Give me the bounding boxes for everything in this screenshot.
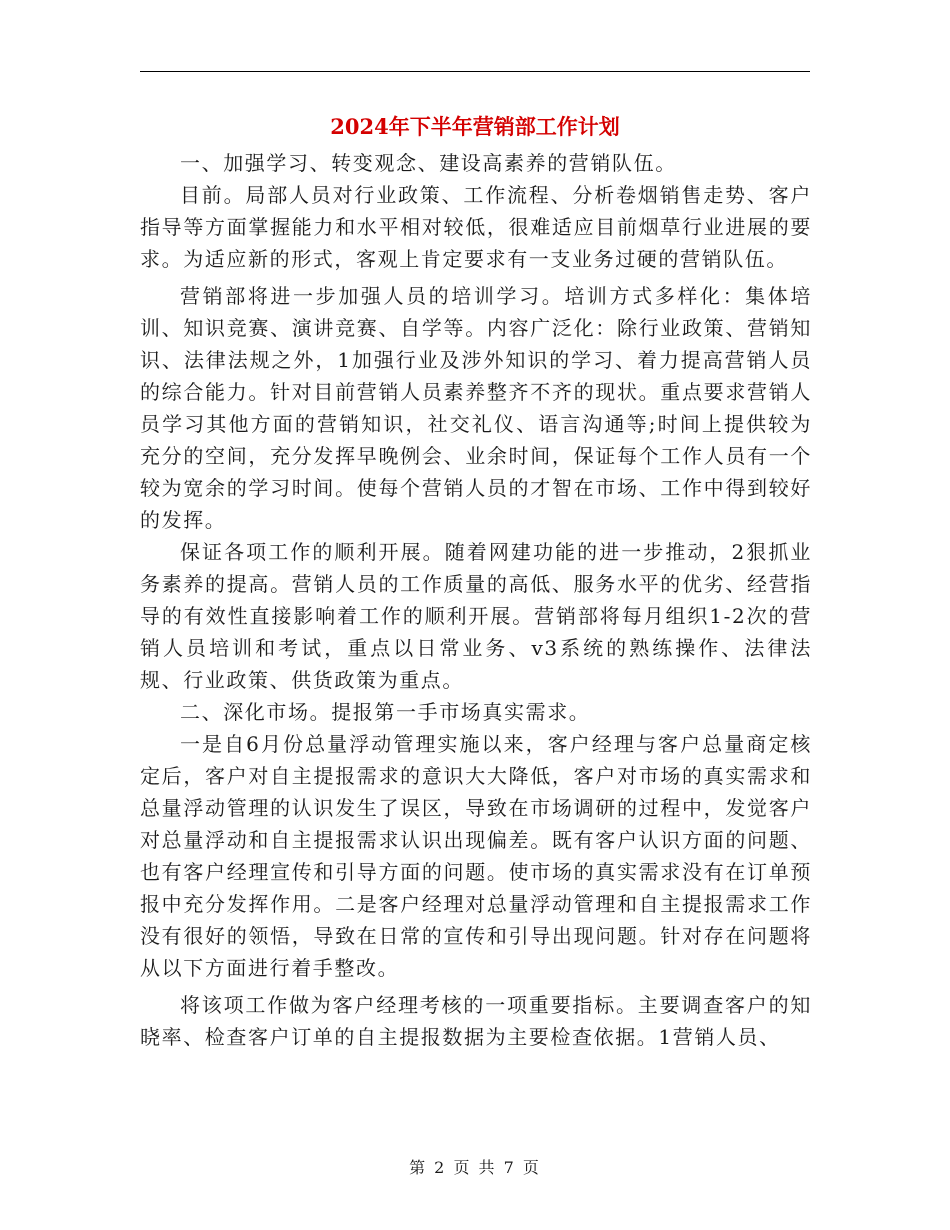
header-rule xyxy=(140,71,810,72)
section-heading-1: 一、加强学习、转变观念、建设高素养的营销队伍。 xyxy=(180,151,677,175)
document-body xyxy=(140,147,812,1053)
paragraph-work-assurance: 保证各项工作的顺利开展。随着网建功能的进一步推动，2狠抓业务素养的提高。营销人员的工作质量的高低、服务水平的优劣、经营指导的有效性直接影响着工作的顺利开展。营销部将每月组织1-2次的营销人员培训和考试，重点以日常业务、v3系统的熟练操作、法律法规、行业政策、供货政策为重点。 xyxy=(140,540,812,692)
section-heading-2: 二、深化市场。提报第一手市场真实需求。 xyxy=(180,700,591,724)
paragraph-assessment: 将该项工作做为客户经理考核的一项重要指标。主要调查客户的知晓率、检查客户订单的自主提报数据为主要检查依据。1营销人员、 xyxy=(140,993,812,1049)
paragraph-current-situation: 目前。局部人员对行业政策、工作流程、分析卷烟销售走势、客户指导等方面掌握能力和水平相对较低，很难适应目前烟草行业进展的要求。为适应新的形式，客观上肯定要求有一支业务过硬的营销队伍。 xyxy=(140,183,812,271)
document-title: 2024年下半年营销部工作计划 xyxy=(330,114,620,139)
paragraph-market-demand: 一是自6月份总量浮动管理实施以来，客户经理与客户总量商定核定后，客户对自主提报需求的意识大大降低，客户对市场的真实需求和总量浮动管理的认识发生了误区，导致在市场调研的过程中，发觉客户对总量浮动和自主提报需求认识出现偏差。既有客户认识方面的问题、也有客户经理宣传和引导方面的问题。使市场的真实需求没有在订单预报中充分发挥作用。二是客户经理对总量浮动管理和自主提报需求工作没有很好的领悟，导致在日常的宣传和引导出现问题。针对存在问题将从以下方面进行着手整改。 xyxy=(140,732,812,980)
paragraph-training: 营销部将进一步加强人员的培训学习。培训方式多样化：集体培训、知识竞赛、演讲竞赛、自学等。内容广泛化：除行业政策、营销知识、法律法规之外，1加强行业及涉外知识的学习、着力提高营销人员的综合能力。针对目前营销人员素养整齐不齐的现状。重点要求营销人员学习其他方面的营销知识，社交礼仪、语言沟通等;时间上提供较为充分的空间，充分发挥早晚例会、业余时间，保证每个工作人员有一个较为宽余的学习时间。使每个营销人员的才智在市场、工作中得到较好的发挥。 xyxy=(140,284,812,532)
page-number: 第 2 页 共 7 页 xyxy=(409,1158,541,1177)
